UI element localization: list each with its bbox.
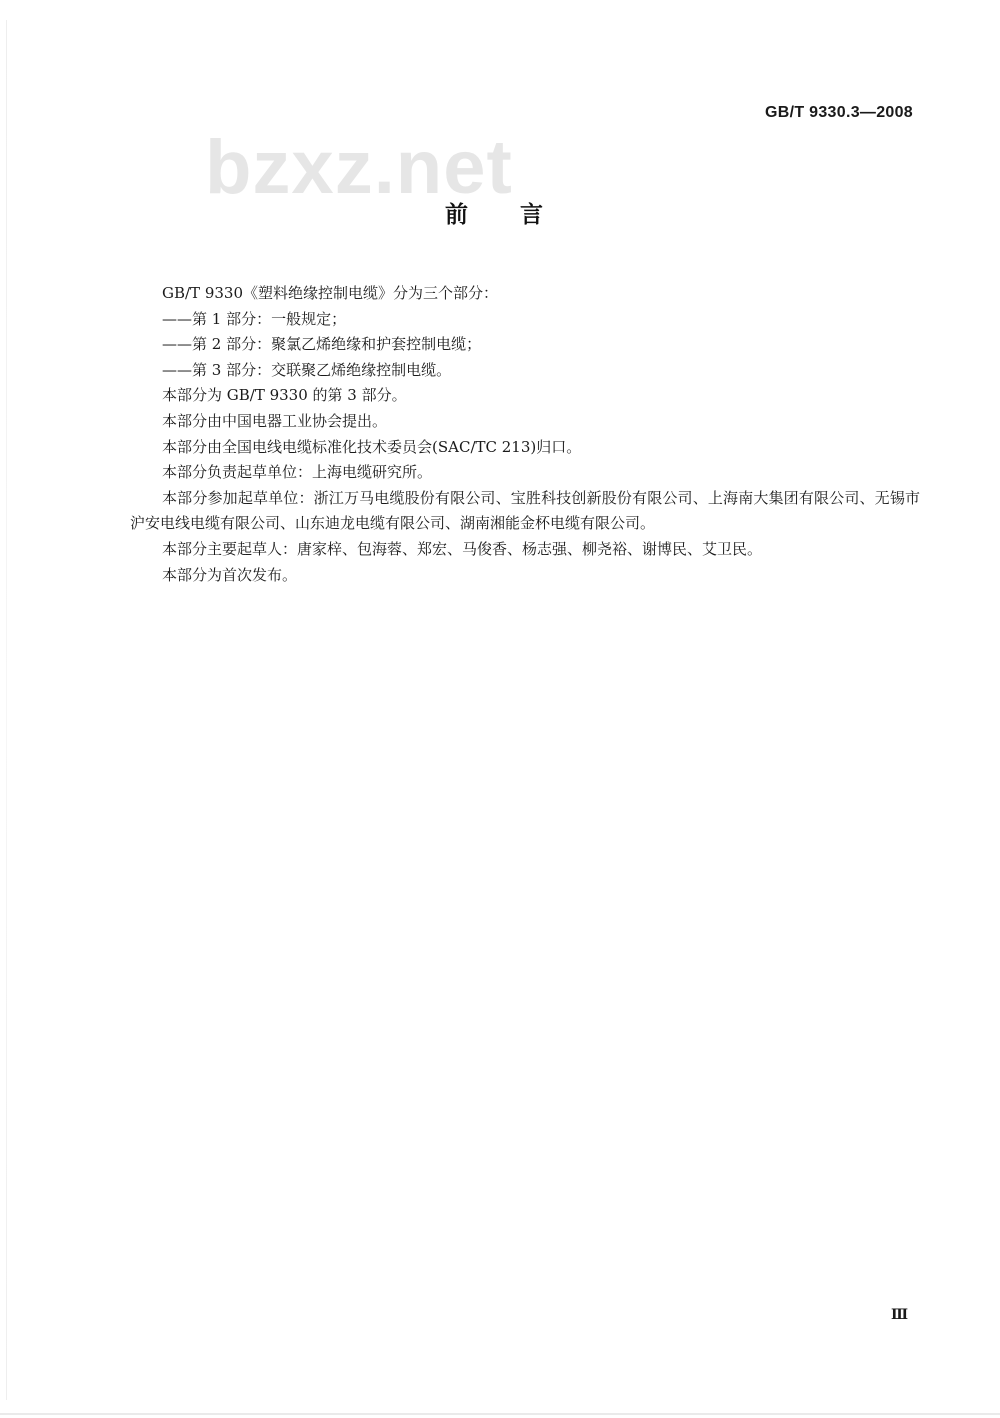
paragraph-drafters: 本部分主要起草人：唐家梓、包海蓉、郑宏、马俊香、杨志强、柳尧裕、谢博民、艾卫民。 — [162, 539, 763, 558]
standard-number: GB/T 9330.3—2008 — [765, 104, 913, 121]
page-title: 前言 — [445, 202, 595, 228]
page-number: Ⅲ — [890, 1307, 908, 1323]
paragraph-part-3: ——第 3 部分：交联聚乙烯绝缘控制电缆。 — [162, 360, 452, 379]
page-bottom-edge — [0, 1413, 1000, 1415]
foreword-body — [130, 281, 920, 588]
paragraph-participating-units: 本部分参加起草单位：浙江万马电缆股份有限公司、宝胜科技创新股份有限公司、上海南大集团有限公司、无锡市沪安电线电缆有限公司、山东迪龙电缆有限公司、湖南湘能金杯电缆有限公司。 — [130, 488, 920, 533]
watermark: bzxz.net — [205, 125, 513, 210]
paragraph-drafting-unit: 本部分负责起草单位：上海电缆研究所。 — [162, 463, 433, 482]
paragraph-centralized-by: 本部分由全国电线电缆标准化技术委员会(SAC/TC 213)归口。 — [162, 437, 582, 456]
paragraph-this-part: 本部分为 GB/T 9330 的第 3 部分。 — [162, 386, 407, 405]
paragraph-proposed-by: 本部分由中国电器工业协会提出。 — [162, 411, 388, 430]
paragraph-intro: GB/T 9330《塑料绝缘控制电缆》分为三个部分： — [162, 284, 499, 302]
paragraph-first-release: 本部分为首次发布。 — [162, 565, 298, 584]
paragraph-part-1: ——第 1 部分：一般规定； — [162, 309, 347, 328]
paragraph-part-2: ——第 2 部分：聚氯乙烯绝缘和护套控制电缆； — [162, 335, 482, 354]
